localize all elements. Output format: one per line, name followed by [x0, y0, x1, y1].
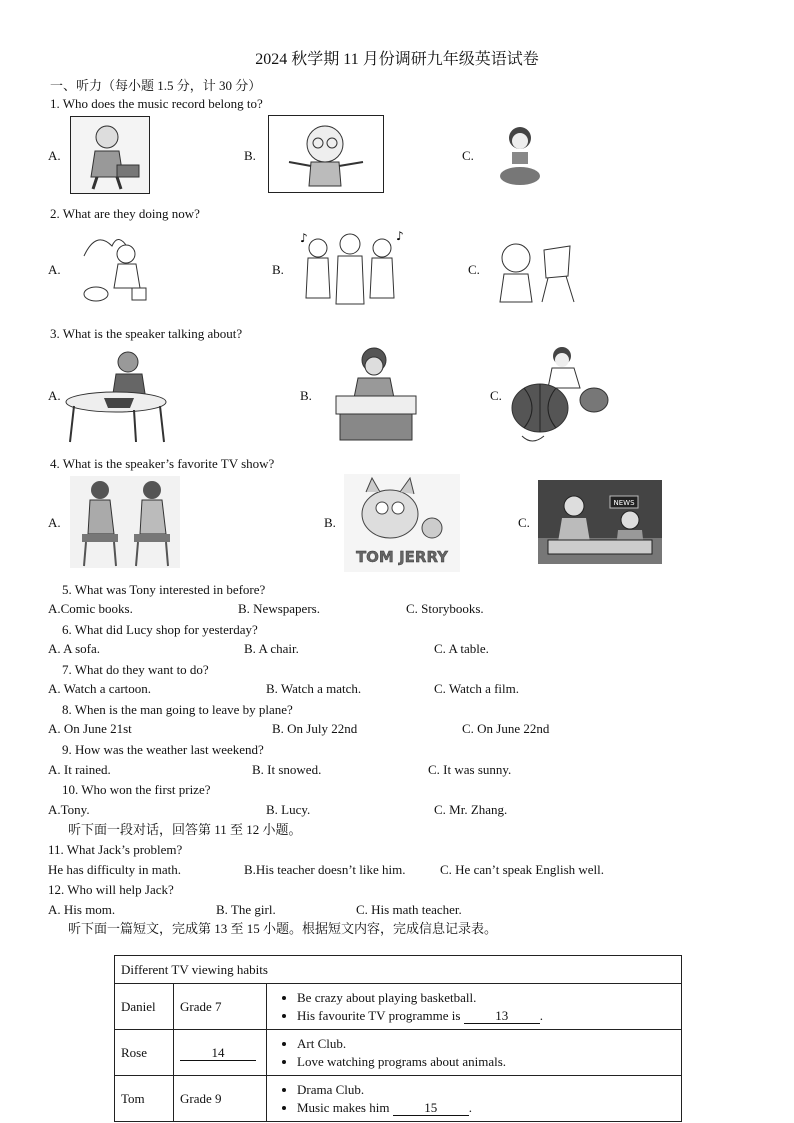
- row-name: Daniel: [115, 984, 174, 1030]
- question-12: 12. Who will help Jack?: [48, 882, 174, 897]
- q4-option-c-label: C.: [518, 515, 530, 530]
- q3-option-c-label: C.: [490, 388, 502, 403]
- question-7: 7. What do they want to do?: [62, 662, 209, 677]
- instruction-dialog: 听下面一段对话，回答第 11 至 12 小题。: [68, 822, 302, 837]
- svg-text:♪: ♪: [300, 231, 308, 245]
- q7-option-c: C. Watch a film.: [434, 681, 520, 696]
- table-row: [115, 1030, 682, 1076]
- q5-option-c: C. Storybooks.: [406, 601, 484, 616]
- q10-option-a: A.Tony.: [48, 802, 90, 817]
- q12-option-a: A. His mom.: [48, 902, 116, 917]
- q2-option-b-label: B.: [272, 262, 284, 277]
- q12-option-c: C. His math teacher.: [356, 902, 462, 917]
- question-9: 9. How was the weather last weekend?: [62, 742, 264, 757]
- tom-and-jerry-image: [344, 474, 460, 572]
- q6-option-b: B. A chair.: [244, 641, 299, 656]
- table-header: Different TV viewing habits: [115, 956, 682, 984]
- page-title: 2024 秋学期 11 月份调研九年级英语试卷: [255, 51, 539, 68]
- q9-option-c: C. It was sunny.: [428, 762, 512, 777]
- q1-option-a-label: A.: [48, 148, 61, 163]
- question-1: 1. Who does the music record belong to?: [50, 96, 263, 111]
- q11-option-c: C. He can’t speak English well.: [440, 862, 605, 877]
- q5-option-a: A.Comic books.: [48, 601, 133, 616]
- boy-with-glasses-image: [268, 115, 384, 193]
- girl-reading-image: [484, 120, 554, 188]
- q10-option-b: B. Lucy.: [266, 802, 311, 817]
- detail-item: • His favourite TV programme is 13 .: [297, 1007, 675, 1025]
- woman-with-lanterns-image: [510, 344, 614, 448]
- detail-item: • Music makes him 15 .: [297, 1099, 675, 1117]
- row-details: [267, 1076, 682, 1122]
- q11-option-b: B.His teacher doesn’t like him.: [244, 862, 406, 877]
- q9-option-a: A. It rained.: [48, 762, 111, 777]
- row-grade: [174, 1030, 267, 1076]
- svg-text:♪: ♪: [396, 229, 404, 243]
- row-grade: Grade 7: [174, 984, 267, 1030]
- question-6: 6. What did Lucy shop for yesterday?: [62, 622, 258, 637]
- detail-item: • Art Club.: [297, 1035, 675, 1053]
- row-details: [267, 1030, 682, 1076]
- q9-option-b: B. It snowed.: [252, 762, 322, 777]
- q8-option-b: B. On July 22nd: [272, 721, 358, 736]
- table-row: [115, 1076, 682, 1122]
- answer-blank-15[interactable]: 15: [393, 1101, 469, 1116]
- news-studio-image: [538, 480, 662, 564]
- row-grade: Grade 9: [174, 1076, 267, 1122]
- girl-painting-image: [490, 236, 580, 306]
- row-name: Rose: [115, 1030, 174, 1076]
- q10-option-c: C. Mr. Zhang.: [434, 802, 508, 817]
- q11-option-a: He has difficulty in math.: [48, 862, 181, 877]
- q7-option-b: B. Watch a match.: [266, 681, 362, 696]
- table-row: [115, 984, 682, 1030]
- old-man-listening-image: [70, 116, 150, 194]
- tom-jerry-logo-text: TOM JERRY: [355, 548, 449, 566]
- question-5: 5. What was Tony interested in before?: [62, 582, 266, 597]
- question-8: 8. When is the man going to leave by plane?: [62, 702, 293, 717]
- q6-option-a: A. A sofa.: [48, 641, 100, 656]
- children-singing-image: [296, 226, 408, 312]
- q5-option-b: B. Newspapers.: [238, 601, 320, 616]
- q4-option-a-label: A.: [48, 515, 61, 530]
- question-10: 10. Who won the first prize?: [62, 782, 211, 797]
- q8-option-c: C. On June 22nd: [462, 721, 550, 736]
- tv-habits-table: [114, 955, 682, 1122]
- detail-item: • Be crazy about playing basketball.: [297, 989, 675, 1007]
- q12-option-b: B. The girl.: [216, 902, 276, 917]
- question-3: 3. What is the speaker talking about?: [50, 326, 243, 341]
- row-details: [267, 984, 682, 1030]
- girl-gardening-image: [78, 226, 154, 310]
- q8-option-a: A. On June 21st: [48, 721, 132, 736]
- q2-option-a-label: A.: [48, 262, 61, 277]
- row-name: Tom: [115, 1076, 174, 1122]
- q1-option-c-label: C.: [462, 148, 474, 163]
- instruction-passage: 听下面一篇短文，完成第 13 至 15 小题。根据短文内容，完成信息记录表。: [68, 921, 498, 936]
- question-2: 2. What are they doing now?: [50, 206, 200, 221]
- question-4: 4. What is the speaker’s favorite TV show?: [50, 456, 275, 471]
- q3-option-b-label: B.: [300, 388, 312, 403]
- q6-option-c: C. A table.: [434, 641, 489, 656]
- q2-option-c-label: C.: [468, 262, 480, 277]
- news-logo-text: NEWS: [613, 499, 635, 507]
- q3-option-a-label: A.: [48, 388, 61, 403]
- q7-option-a: A. Watch a cartoon.: [48, 681, 152, 696]
- q1-option-b-label: B.: [244, 148, 256, 163]
- detail-item: • Drama Club.: [297, 1081, 675, 1099]
- answer-blank-13[interactable]: 13: [464, 1009, 540, 1024]
- q4-option-b-label: B.: [324, 515, 336, 530]
- two-women-talking-image: [70, 476, 180, 568]
- answer-blank-14[interactable]: 14: [180, 1046, 256, 1061]
- section-heading: 一、听力（每小题 1.5 分，计 30 分）: [50, 78, 262, 93]
- man-carving-image: [330, 344, 420, 444]
- detail-item: • Love watching programs about animals.: [297, 1053, 675, 1071]
- question-11: 11. What Jack’s problem?: [48, 842, 183, 857]
- woman-making-paper-cutting-image: [64, 346, 174, 444]
